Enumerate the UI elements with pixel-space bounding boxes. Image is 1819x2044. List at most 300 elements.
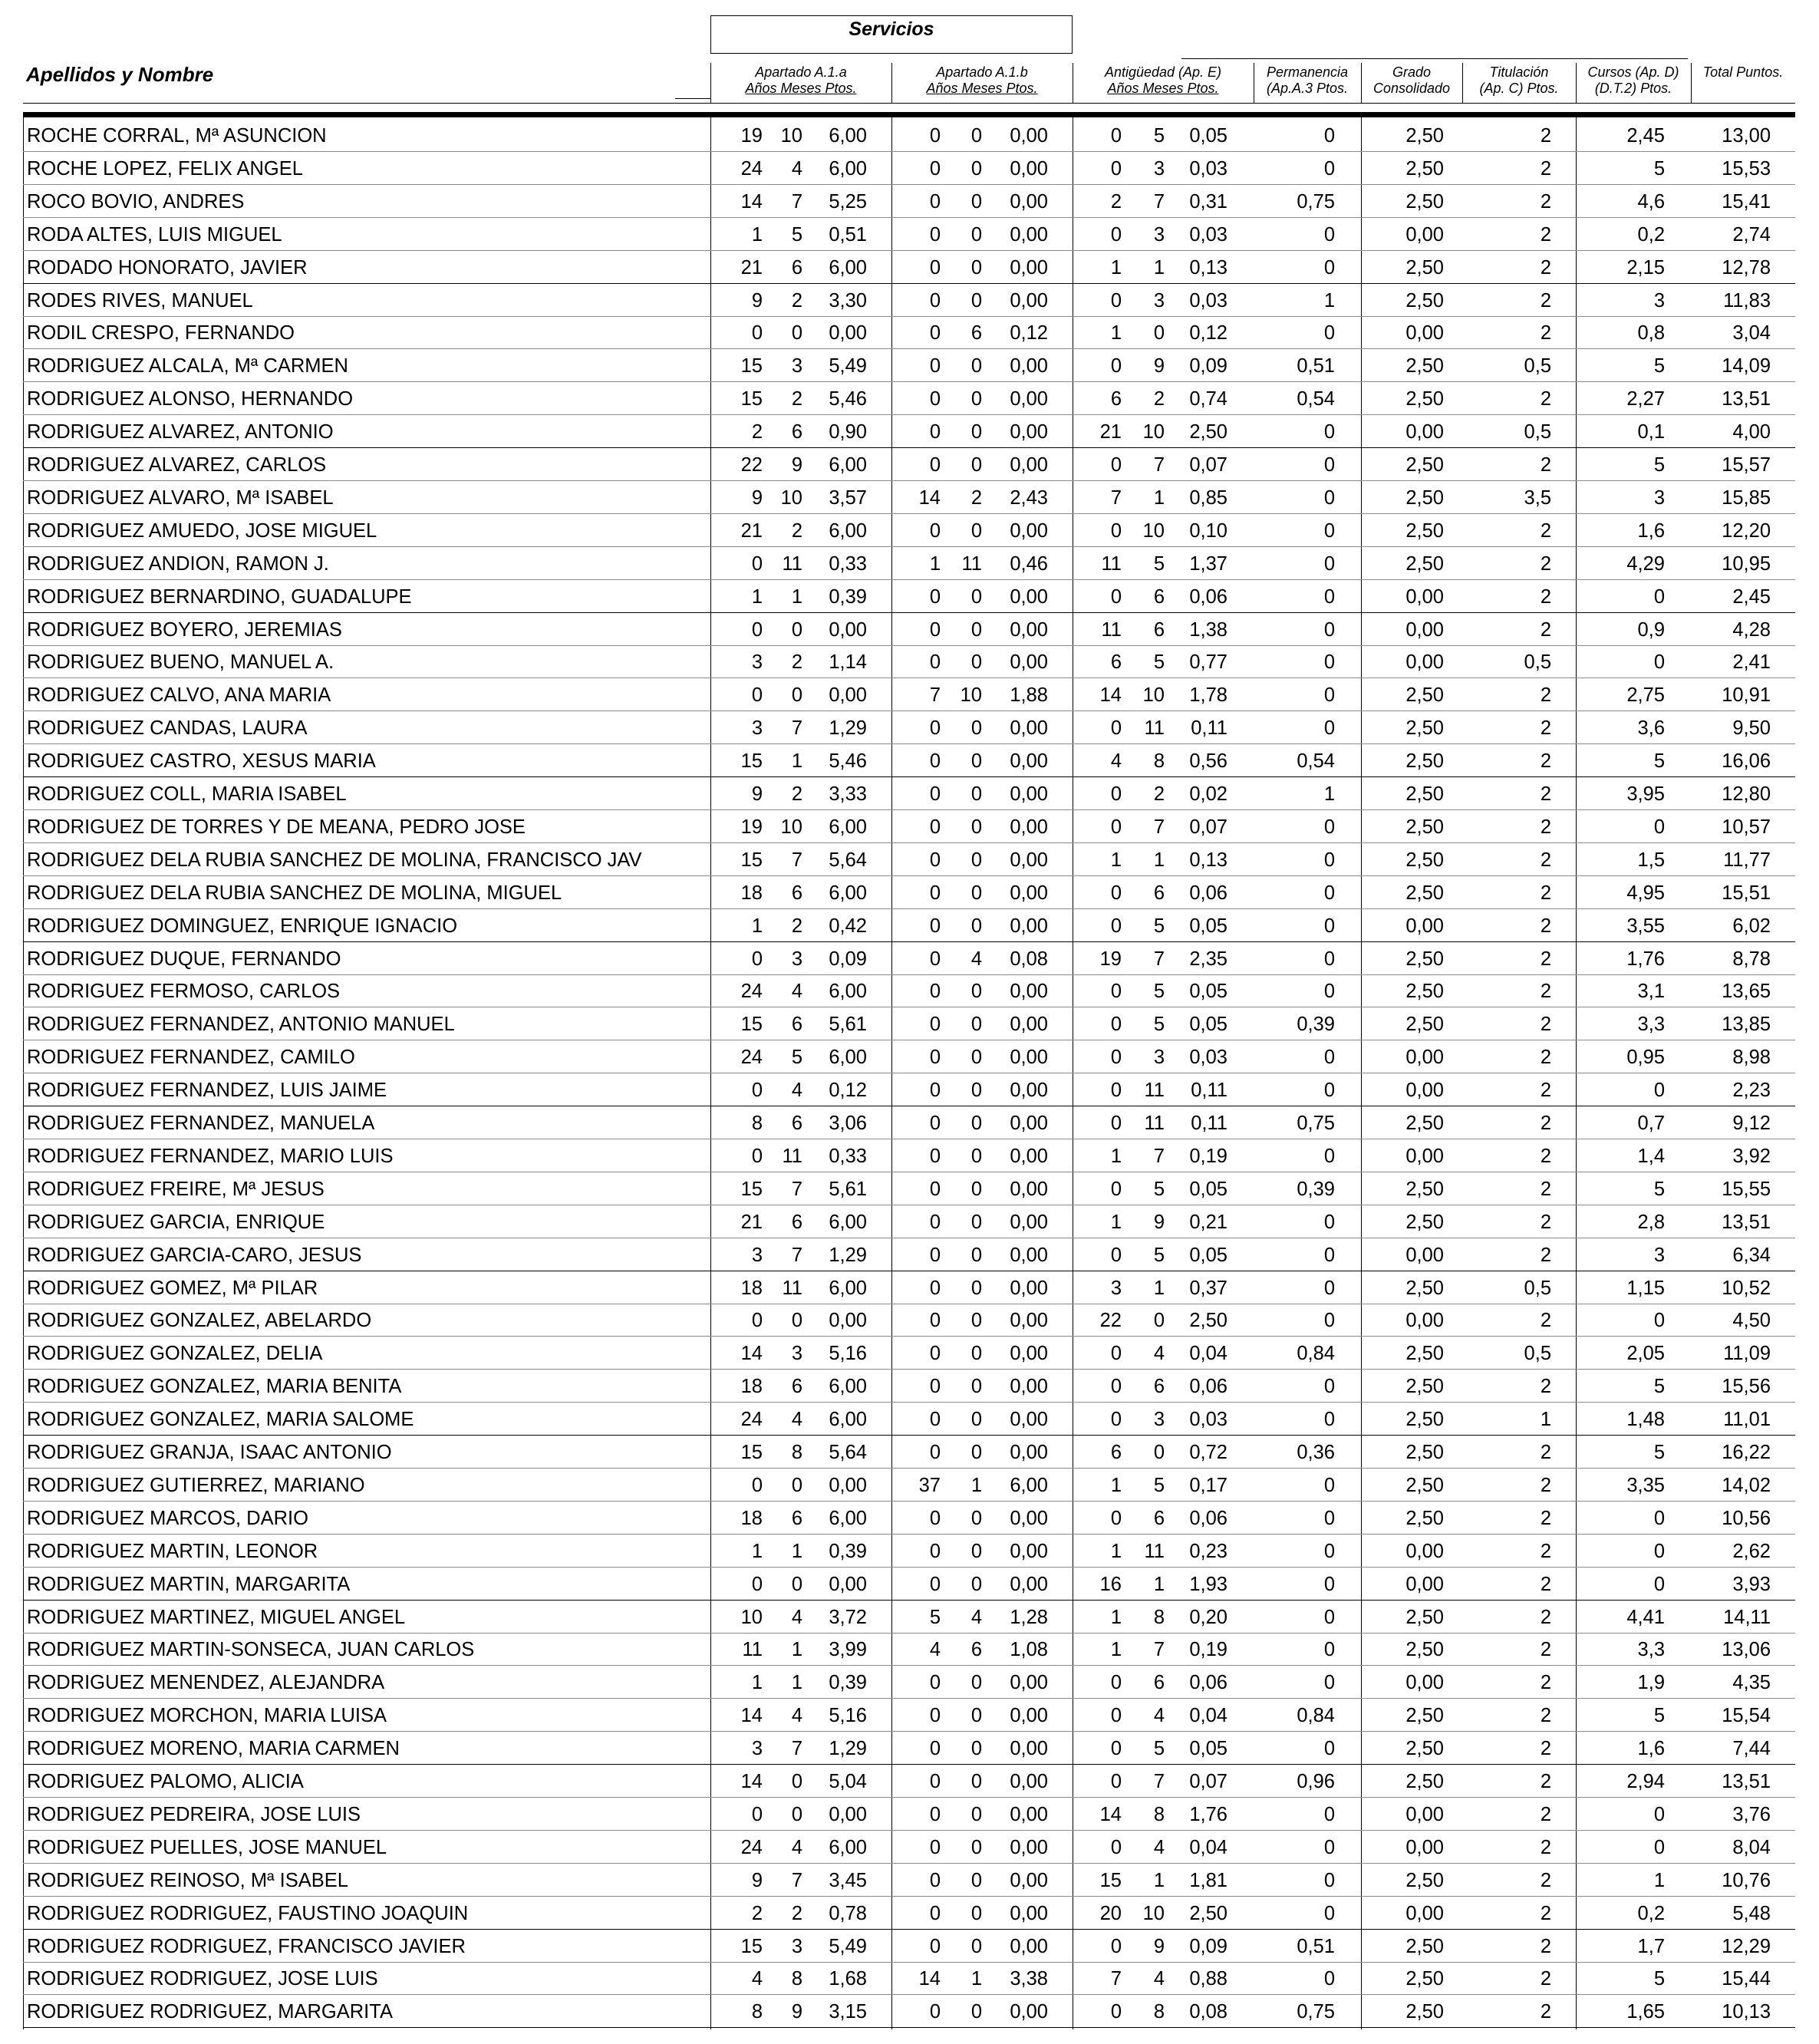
person-name: RODRIGUEZ MORCHON, MARIA LUISA <box>27 1705 387 1727</box>
ant-anos-cell: 6 <box>1110 388 1122 410</box>
cursos-cell: 1,9 <box>1637 1672 1665 1694</box>
person-name: RODRIGUEZ DOMINGUEZ, ENRIQUE IGNACIO <box>27 915 458 937</box>
person-name: RODRIGUEZ GONZALEZ, ABELARDO <box>27 1310 372 1332</box>
ant-anos-cell: 0 <box>1110 1705 1122 1727</box>
cursos-cell: 5 <box>1653 1376 1665 1398</box>
grado-cell: 2,50 <box>1405 783 1444 805</box>
permanencia-cell: 0 <box>1323 717 1335 740</box>
a1a-meses-cell: 5 <box>791 223 802 246</box>
grado-cell: 2,50 <box>1405 1639 1444 1661</box>
a1a-meses-cell: 9 <box>791 2001 802 2023</box>
titulacion-cell: 2 <box>1540 1672 1551 1694</box>
a1b-meses-cell: 0 <box>970 1080 982 1102</box>
a1a-meses-cell: 3 <box>791 1935 802 1957</box>
ant-anos-cell: 0 <box>1110 717 1122 740</box>
header-thick-rule <box>23 112 1795 117</box>
ant-anos-cell: 16 <box>1099 1573 1122 1595</box>
grado-cell: 2,50 <box>1405 289 1444 312</box>
a1b-header-sub: Años Meses Ptos. <box>926 80 1038 96</box>
ant-meses-cell: 6 <box>1153 1376 1165 1398</box>
a1a-anos-cell: 2 <box>751 421 763 443</box>
a1b-meses-cell: 0 <box>970 289 982 312</box>
ant-anos-cell: 1 <box>1110 322 1122 345</box>
ant-ptos-cell: 0,11 <box>1191 717 1227 740</box>
total-cell: 15,54 <box>1722 1705 1771 1727</box>
titulacion-cell: 2 <box>1540 1080 1551 1102</box>
a1a-meses-cell: 1 <box>791 750 802 773</box>
permanencia-cell: 0,39 <box>1297 1178 1335 1200</box>
permanencia-cell: 1 <box>1323 289 1335 312</box>
grado-cell: 0,00 <box>1405 1836 1444 1858</box>
total-cell: 15,85 <box>1722 486 1771 509</box>
a1b-ptos-cell: 0,00 <box>1010 1211 1048 1233</box>
a1a-meses-cell: 4 <box>791 1836 802 1858</box>
table-row <box>23 1797 1795 1831</box>
cursos-cell: 2,8 <box>1637 1211 1665 1233</box>
a1b-meses-cell: 0 <box>970 1178 982 1200</box>
a1a-ptos-cell: 6,00 <box>829 1409 867 1431</box>
titulacion-cell: 2 <box>1540 256 1551 279</box>
a1b-ptos-cell: 0,00 <box>1010 1869 1048 1891</box>
table-row <box>23 579 1795 613</box>
permanencia-cell: 0 <box>1323 1738 1335 1760</box>
a1b-anos-cell: 0 <box>929 2001 941 2023</box>
total-cell: 15,55 <box>1722 1178 1771 1200</box>
titulacion-header-sub: (Ap. C) Ptos. <box>1479 80 1559 96</box>
table-row <box>23 677 1795 711</box>
a1b-meses-cell: 11 <box>961 552 982 575</box>
table-row <box>23 875 1795 909</box>
person-name: RODIL CRESPO, FERNANDO <box>27 322 295 345</box>
permanencia-cell: 0 <box>1323 519 1335 542</box>
ant-meses-cell: 5 <box>1153 1244 1165 1266</box>
person-name: RODRIGUEZ GARCIA, ENRIQUE <box>27 1211 325 1233</box>
ant-meses-cell: 7 <box>1153 1771 1165 1792</box>
table-row <box>23 809 1795 843</box>
titulacion-cell: 2 <box>1540 1442 1551 1463</box>
total-cell: 10,91 <box>1722 684 1771 707</box>
table-row <box>23 480 1795 514</box>
a1b-ptos-cell: 0,00 <box>1010 125 1048 147</box>
titulacion-cell: 2 <box>1540 816 1551 838</box>
a1b-ptos-cell: 0,00 <box>1010 816 1048 838</box>
grado-cell: 2,50 <box>1405 1705 1444 1727</box>
a1a-meses-cell: 7 <box>791 190 802 213</box>
person-name: RODRIGUEZ MENENDEZ, ALEJANDRA <box>27 1672 385 1694</box>
person-name: RODRIGUEZ ALVAREZ, ANTONIO <box>27 421 334 443</box>
ant-meses-cell: 1 <box>1153 1573 1165 1595</box>
a1b-anos-cell: 4 <box>929 1639 941 1661</box>
a1b-ptos-cell: 0,00 <box>1010 1540 1048 1562</box>
a1a-anos-cell: 9 <box>751 289 763 312</box>
a1b-ptos-cell: 0,00 <box>1010 421 1048 443</box>
ant-ptos-cell: 0,11 <box>1191 1080 1227 1102</box>
ant-ptos-cell: 0,10 <box>1189 519 1227 542</box>
ant-anos-cell: 0 <box>1110 1672 1122 1694</box>
ant-anos-cell: 2 <box>1110 190 1122 213</box>
permanencia-cell: 0 <box>1323 1803 1335 1825</box>
titulacion-cell: 2 <box>1540 1540 1551 1562</box>
a1a-anos-cell: 0 <box>751 1573 763 1595</box>
ant-anos-cell: 1 <box>1110 1211 1122 1233</box>
a1b-ptos-cell: 0,00 <box>1010 1771 1048 1792</box>
cursos-cell: 3,55 <box>1626 915 1665 937</box>
a1b-meses-cell: 0 <box>970 981 982 1003</box>
a1b-anos-cell: 0 <box>929 1277 941 1299</box>
person-name: RODRIGUEZ DELA RUBIA SANCHEZ DE MOLINA, FRANCISCO JAV <box>27 849 642 871</box>
a1a-meses-cell: 7 <box>791 849 802 871</box>
ant-meses-cell: 9 <box>1153 1935 1165 1957</box>
a1b-anos-cell: 0 <box>929 1113 941 1134</box>
ant-anos-cell: 0 <box>1110 1113 1122 1134</box>
a1b-ptos-cell: 0,00 <box>1010 1672 1048 1694</box>
cursos-cell: 1,48 <box>1626 1409 1665 1431</box>
total-cell: 2,45 <box>1732 585 1771 608</box>
ant-anos-cell: 0 <box>1110 454 1122 476</box>
ant-anos-cell: 1 <box>1110 1606 1122 1628</box>
grado-cell: 0,00 <box>1405 1244 1444 1266</box>
titulacion-cell: 2 <box>1540 1178 1551 1200</box>
total-cell: 11,09 <box>1723 1343 1771 1365</box>
a1b-anos-cell: 0 <box>929 157 941 180</box>
a1b-ptos-cell: 0,00 <box>1010 1902 1048 1924</box>
a1b-anos-cell: 0 <box>929 289 941 312</box>
a1a-anos-cell: 21 <box>740 1211 763 1233</box>
permanencia-cell: 0 <box>1323 486 1335 509</box>
a1b-meses-cell: 0 <box>970 1442 982 1463</box>
person-name: ROCO BOVIO, ANDRES <box>27 190 245 213</box>
a1b-ptos-cell: 0,00 <box>1010 1803 1048 1825</box>
antiguedad-header-title: Antigüedad (Ap. E) <box>1104 64 1222 80</box>
a1b-anos-cell: 0 <box>929 1672 941 1694</box>
a1a-meses-cell: 1 <box>791 1639 802 1661</box>
name-column-header: Apellidos y Nombre <box>26 63 214 86</box>
person-name: RODRIGUEZ DELA RUBIA SANCHEZ DE MOLINA, MIGUEL <box>27 882 562 904</box>
person-name: RODES RIVES, MANUEL <box>27 289 253 312</box>
a1a-meses-cell: 4 <box>791 981 802 1003</box>
grado-cell: 2,50 <box>1405 256 1444 279</box>
ant-meses-cell: 10 <box>1142 1902 1165 1924</box>
ant-anos-cell: 1 <box>1110 849 1122 871</box>
ant-ptos-cell: 0,07 <box>1189 816 1227 838</box>
grado-cell: 2,50 <box>1405 1409 1444 1431</box>
a1b-anos-cell: 0 <box>929 322 941 345</box>
grado-cell: 2,50 <box>1405 1771 1444 1792</box>
a1b-ptos-cell: 0,00 <box>1010 717 1048 740</box>
ant-anos-cell: 0 <box>1110 1836 1122 1858</box>
a1a-anos-cell: 18 <box>740 1376 763 1398</box>
ant-ptos-cell: 0,72 <box>1189 1442 1227 1463</box>
cursos-cell: 5 <box>1653 355 1665 377</box>
ant-anos-cell: 4 <box>1110 750 1122 773</box>
grado-cell: 2,50 <box>1405 125 1444 147</box>
a1a-anos-cell: 0 <box>751 322 763 345</box>
table-row <box>23 1665 1795 1699</box>
table-row <box>23 842 1795 876</box>
a1a-meses-cell: 2 <box>791 519 802 542</box>
a1b-ptos-cell: 0,00 <box>1010 157 1048 180</box>
cursos-cell: 0 <box>1653 816 1665 838</box>
a1b-header-title: Apartado A.1.b <box>936 64 1028 80</box>
person-name: RODRIGUEZ FERNANDEZ, ANTONIO MANUEL <box>27 1014 455 1036</box>
a1a-anos-cell: 0 <box>751 948 763 970</box>
a1a-ptos-cell: 6,00 <box>829 1836 867 1858</box>
grado-cell: 2,50 <box>1405 1738 1444 1760</box>
cursos-cell: 2,05 <box>1626 1343 1665 1365</box>
total-cell: 13,85 <box>1722 1014 1771 1036</box>
ant-anos-cell: 0 <box>1110 355 1122 377</box>
ant-anos-cell: 0 <box>1110 1014 1122 1036</box>
a1b-meses-cell: 2 <box>970 486 982 509</box>
a1a-anos-cell: 15 <box>740 849 763 871</box>
cursos-cell: 3 <box>1653 486 1665 509</box>
permanencia-header-title: Permanencia <box>1266 64 1349 80</box>
a1a-meses-cell: 0 <box>791 1573 802 1595</box>
grado-cell: 2,50 <box>1405 750 1444 773</box>
ant-anos-cell: 11 <box>1101 618 1122 641</box>
a1a-anos-cell: 1 <box>751 1540 763 1562</box>
ant-meses-cell: 0 <box>1153 1310 1165 1332</box>
ant-ptos-cell: 0,06 <box>1189 882 1227 904</box>
a1a-meses-cell: 7 <box>791 1178 802 1200</box>
a1b-anos-cell: 0 <box>929 256 941 279</box>
a1b-meses-cell: 0 <box>970 1343 982 1365</box>
cursos-cell: 0 <box>1653 585 1665 608</box>
permanencia-cell: 0 <box>1323 1211 1335 1233</box>
a1a-ptos-cell: 5,49 <box>829 355 867 377</box>
total-cell: 13,51 <box>1722 388 1771 410</box>
ant-anos-cell: 15 <box>1099 1869 1122 1891</box>
titulacion-cell: 0,5 <box>1524 421 1551 443</box>
ant-ptos-cell: 0,77 <box>1189 651 1227 674</box>
ant-ptos-cell: 0,07 <box>1189 454 1227 476</box>
permanencia-cell: 0 <box>1323 684 1335 707</box>
a1a-ptos-cell: 3,99 <box>829 1639 867 1661</box>
a1b-meses-cell: 0 <box>970 1507 982 1529</box>
ant-anos-cell: 1 <box>1110 1639 1122 1661</box>
person-name: RODRIGUEZ COLL, MARIA ISABEL <box>27 783 347 805</box>
ant-ptos-cell: 1,78 <box>1189 684 1227 707</box>
permanencia-cell: 0 <box>1323 552 1335 575</box>
ant-ptos-cell: 0,20 <box>1189 1606 1227 1628</box>
ant-ptos-cell: 0,13 <box>1189 256 1227 279</box>
cursos-cell: 1,65 <box>1626 2001 1665 2023</box>
cursos-cell: 3,95 <box>1626 783 1665 805</box>
ant-meses-cell: 5 <box>1153 1178 1165 1200</box>
permanencia-cell: 0 <box>1323 1902 1335 1924</box>
a1a-anos-cell: 1 <box>751 1672 763 1694</box>
a1a-meses-cell: 2 <box>791 651 802 674</box>
titulacion-cell: 2 <box>1540 190 1551 213</box>
a1b-meses-cell: 0 <box>970 1113 982 1134</box>
titulacion-cell: 2 <box>1540 125 1551 147</box>
ant-meses-cell: 1 <box>1153 486 1165 509</box>
ant-ptos-cell: 0,56 <box>1189 750 1227 773</box>
a1a-ptos-cell: 3,33 <box>829 783 867 805</box>
grado-cell: 2,50 <box>1405 1014 1444 1036</box>
ant-ptos-cell: 0,06 <box>1189 585 1227 608</box>
table-bottom-line <box>23 2027 1795 2028</box>
a1b-ptos-cell: 6,00 <box>1010 1474 1048 1496</box>
cursos-cell: 0 <box>1653 1540 1665 1562</box>
a1b-meses-cell: 0 <box>970 618 982 641</box>
cursos-cell: 5 <box>1653 1968 1665 1990</box>
a1b-anos-cell: 0 <box>929 223 941 246</box>
a1b-anos-cell: 0 <box>929 454 941 476</box>
person-name: RODRIGUEZ GARCIA-CARO, JESUS <box>27 1244 362 1266</box>
ant-ptos-cell: 0,05 <box>1189 1178 1227 1200</box>
a1b-meses-cell: 0 <box>970 1902 982 1924</box>
a1a-ptos-cell: 6,00 <box>829 1507 867 1529</box>
a1b-meses-cell: 0 <box>970 783 982 805</box>
grado-cell: 2,50 <box>1405 1935 1444 1957</box>
ant-ptos-cell: 0,04 <box>1189 1836 1227 1858</box>
a1b-ptos-cell: 0,00 <box>1010 915 1048 937</box>
a1a-ptos-cell: 6,00 <box>829 454 867 476</box>
ant-anos-cell: 0 <box>1110 783 1122 805</box>
ant-anos-cell: 0 <box>1110 1409 1122 1431</box>
total-cell: 12,80 <box>1722 783 1771 805</box>
cursos-cell: 0,1 <box>1637 421 1665 443</box>
ant-ptos-cell: 0,88 <box>1189 1968 1227 1990</box>
person-name: RODRIGUEZ FERNANDEZ, MARIO LUIS <box>27 1145 394 1167</box>
table-row <box>23 1205 1795 1238</box>
titulacion-cell: 2 <box>1540 618 1551 641</box>
table-row <box>23 414 1795 448</box>
ant-meses-cell: 5 <box>1153 981 1165 1003</box>
ant-meses-cell: 11 <box>1144 1080 1165 1102</box>
a1b-meses-cell: 0 <box>970 1145 982 1167</box>
a1a-meses-cell: 1 <box>791 1540 802 1562</box>
a1b-ptos-cell: 0,00 <box>1010 1343 1048 1365</box>
a1a-ptos-cell: 3,06 <box>829 1113 867 1134</box>
a1b-meses-cell: 6 <box>970 1639 982 1661</box>
a1b-ptos-cell: 0,00 <box>1010 1178 1048 1200</box>
titulacion-cell: 2 <box>1540 1968 1551 1990</box>
a1b-meses-cell: 0 <box>970 1935 982 1957</box>
ant-ptos-cell: 0,19 <box>1189 1145 1227 1167</box>
table-row <box>23 217 1795 251</box>
a1b-meses-cell: 0 <box>970 355 982 377</box>
titulacion-cell: 2 <box>1540 157 1551 180</box>
titulacion-cell: 2 <box>1540 1145 1551 1167</box>
total-cell: 6,02 <box>1732 915 1771 937</box>
table-row <box>23 1961 1795 1995</box>
ant-meses-cell: 4 <box>1153 1968 1165 1990</box>
table-row <box>23 1106 1795 1139</box>
a1b-anos-cell: 0 <box>929 1935 941 1957</box>
a1b-anos-cell: 0 <box>929 1409 941 1431</box>
grado-cell: 0,00 <box>1405 618 1444 641</box>
cursos-cell: 2,15 <box>1626 256 1665 279</box>
a1b-ptos-cell: 0,00 <box>1010 1145 1048 1167</box>
a1a-ptos-cell: 1,68 <box>829 1968 867 1990</box>
grado-header-title: Grado <box>1392 64 1432 80</box>
permanencia-cell: 0,75 <box>1297 2001 1335 2023</box>
cursos-cell: 0,95 <box>1626 1047 1665 1069</box>
grado-cell: 0,00 <box>1405 223 1444 246</box>
ant-ptos-cell: 0,37 <box>1189 1277 1227 1299</box>
table-row <box>23 381 1795 415</box>
person-name: RODA ALTES, LUIS MIGUEL <box>27 223 282 246</box>
titulacion-cell: 2 <box>1540 1705 1551 1727</box>
ant-meses-cell: 7 <box>1153 454 1165 476</box>
a1b-ptos-cell: 0,00 <box>1010 1935 1048 1957</box>
ant-ptos-cell: 0,08 <box>1189 2001 1227 2023</box>
a1a-anos-cell: 14 <box>740 1343 763 1365</box>
a1a-anos-cell: 14 <box>740 1771 763 1792</box>
a1a-ptos-cell: 5,64 <box>829 1442 867 1463</box>
cursos-cell: 4,29 <box>1626 552 1665 575</box>
header-divider <box>1691 63 1692 103</box>
cursos-cell: 0 <box>1653 1836 1665 1858</box>
ant-meses-cell: 1 <box>1153 256 1165 279</box>
a1b-anos-cell: 0 <box>929 1902 941 1924</box>
a1b-anos-cell: 0 <box>929 1573 941 1595</box>
person-name: ROCHE CORRAL, Mª ASUNCION <box>27 125 327 147</box>
person-name: RODRIGUEZ FERNANDEZ, LUIS JAIME <box>27 1080 387 1102</box>
a1a-meses-cell: 4 <box>791 157 802 180</box>
titulacion-cell: 2 <box>1540 1935 1551 1957</box>
table-row <box>23 315 1795 349</box>
ant-ptos-cell: 0,04 <box>1189 1343 1227 1365</box>
a1a-anos-cell: 0 <box>751 1803 763 1825</box>
a1b-ptos-cell: 0,00 <box>1010 223 1048 246</box>
ant-ptos-cell: 0,23 <box>1189 1540 1227 1562</box>
a1b-meses-cell: 0 <box>970 1047 982 1069</box>
a1b-meses-cell: 0 <box>970 1573 982 1595</box>
ant-meses-cell: 6 <box>1153 585 1165 608</box>
cursos-cell: 0,7 <box>1637 1113 1665 1134</box>
a1b-meses-cell: 1 <box>970 1474 982 1496</box>
grado-cell: 0,00 <box>1405 1145 1444 1167</box>
ant-anos-cell: 0 <box>1110 816 1122 838</box>
a1b-meses-cell: 0 <box>970 1376 982 1398</box>
ant-meses-cell: 10 <box>1142 519 1165 542</box>
a1a-meses-cell: 7 <box>791 1738 802 1760</box>
a1a-anos-cell: 15 <box>740 1935 763 1957</box>
a1b-ptos-cell: 0,00 <box>1010 2001 1048 2023</box>
a1a-ptos-cell: 0,78 <box>829 1902 867 1924</box>
a1b-meses-cell: 0 <box>970 717 982 740</box>
cursos-cell: 3,3 <box>1637 1639 1665 1661</box>
ant-anos-cell: 3 <box>1110 1277 1122 1299</box>
a1b-ptos-cell: 1,28 <box>1010 1606 1048 1628</box>
a1b-meses-cell: 0 <box>970 454 982 476</box>
table-row <box>23 1139 1795 1172</box>
a1b-meses-cell: 0 <box>970 915 982 937</box>
cursos-cell: 3 <box>1653 1244 1665 1266</box>
table-row <box>23 1468 1795 1502</box>
titulacion-cell: 2 <box>1540 1211 1551 1233</box>
table-row <box>23 1567 1795 1601</box>
table-row <box>23 546 1795 580</box>
ant-anos-cell: 7 <box>1110 1968 1122 1990</box>
permanencia-cell: 0 <box>1323 1869 1335 1891</box>
permanencia-cell: 0 <box>1323 322 1335 345</box>
grado-cell: 2,50 <box>1405 486 1444 509</box>
a1a-ptos-cell: 0,00 <box>829 1474 867 1496</box>
cursos-cell: 0 <box>1653 1573 1665 1595</box>
titulacion-cell: 2 <box>1540 1606 1551 1628</box>
permanencia-cell: 0 <box>1323 1244 1335 1266</box>
a1b-meses-cell: 0 <box>970 125 982 147</box>
a1a-ptos-cell: 1,14 <box>829 651 867 674</box>
ant-meses-cell: 3 <box>1153 289 1165 312</box>
a1a-anos-cell: 8 <box>751 1113 763 1134</box>
grado-cell: 0,00 <box>1405 1803 1444 1825</box>
permanencia-cell: 0 <box>1323 1968 1335 1990</box>
